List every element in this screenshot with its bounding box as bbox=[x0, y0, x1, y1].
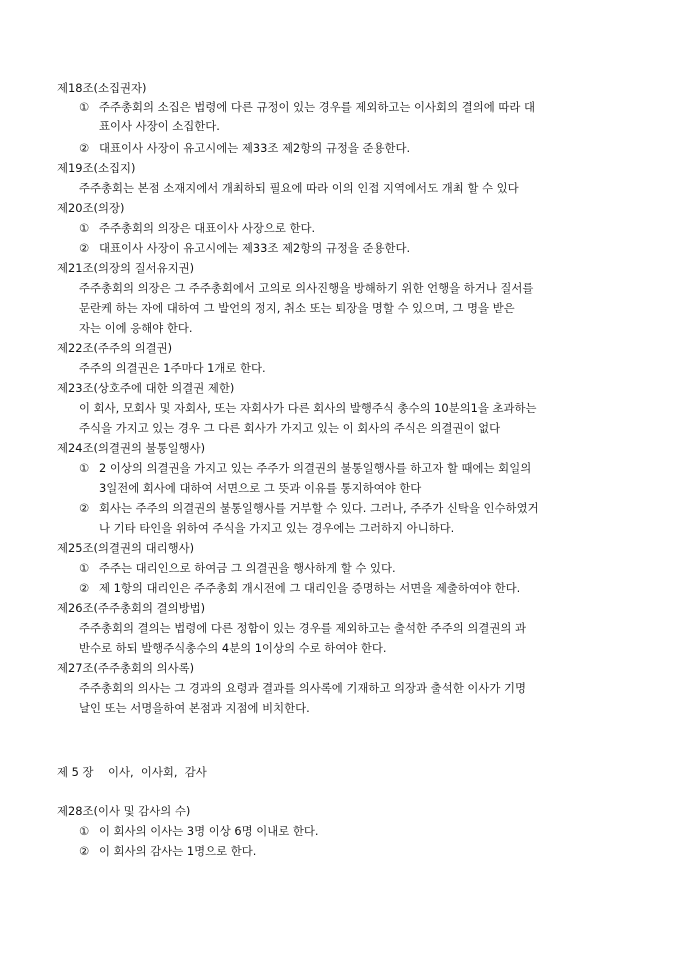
item-line: 주주총회의 소집은 법령에 다른 규정이 있는 경우를 제외하고는 이사회의 결의에 따라 대 bbox=[99, 100, 535, 114]
article-heading: 제27조(주주총회의 의사록) bbox=[57, 661, 195, 675]
item-line: 주주총회의 의장은 대표이사 사장으로 한다. bbox=[99, 221, 316, 235]
item-text bbox=[79, 100, 535, 114]
article-body-line: 주주총회의 의사는 그 경과의 요령과 결과를 의사록에 기재하고 의장과 출석한 이사가 기명 bbox=[79, 681, 526, 695]
article-body-line: 문란케 하는 자에 대하여 그 발언의 정지, 취소 또는 퇴장을 명할 수 있으며, 그 명을 받은 bbox=[79, 301, 515, 315]
item-number: ① bbox=[79, 824, 90, 838]
list-item bbox=[79, 824, 319, 838]
item-number: ① bbox=[79, 561, 90, 575]
article-body-line: 반수로 하되 발행주식총수의 4분의 1이상의 수로 하여야 한다. bbox=[79, 641, 387, 655]
item-line: 제 1항의 대리인은 주주총회 개시전에 그 대리인을 증명하는 서면을 제출하여야 한다. bbox=[99, 581, 521, 595]
item-line: 나 기타 타인을 위하여 주식을 가지고 있는 경우에는 그러하지 아니하다. bbox=[99, 521, 455, 535]
article-body-line: 주주총회는 본점 소재지에서 개최하되 필요에 따라 이의 인접 지역에서도 개최 할 수 있다 bbox=[79, 181, 519, 195]
item-line: 표이사 사장이 소집한다. bbox=[99, 119, 220, 133]
article-body-line: 주주총회의 의장은 그 주주총회에서 고의로 의사진행을 방해하기 위한 언행을 하거나 질서를 bbox=[79, 281, 534, 295]
list-item bbox=[79, 100, 622, 114]
article-heading: 제21조(의장의 질서유지권) bbox=[57, 261, 195, 275]
item-number: ② bbox=[79, 581, 90, 595]
article-body-line: 날인 또는 서명을하여 본점과 지점에 비치한다. bbox=[79, 701, 310, 715]
article-body-line: 자는 이에 응해야 한다. bbox=[79, 321, 193, 335]
article-body-line: 주주의 의결권은 1주마다 1개로 한다. bbox=[79, 361, 266, 375]
item-number: ② bbox=[79, 844, 90, 858]
list-item bbox=[79, 141, 410, 155]
item-number: ② bbox=[79, 501, 90, 515]
item-number: ① bbox=[79, 461, 90, 475]
list-item bbox=[79, 844, 256, 858]
item-line: 주주는 대리인으로 하여금 그 의결권을 행사하게 할 수 있다. bbox=[99, 561, 396, 575]
article-heading: 제28조(이사 및 감사의 수) bbox=[57, 804, 191, 818]
list-item bbox=[79, 581, 520, 595]
item-line: 3일전에 회사에 대하여 서면으로 그 뜻과 이유를 통지하여야 한다 bbox=[99, 481, 422, 495]
item-number: ① bbox=[79, 221, 90, 235]
list-item bbox=[79, 241, 410, 255]
item-line: 대표이사 사장이 유고시에는 제33조 제2항의 규정을 준용한다. bbox=[99, 241, 411, 255]
chapter-title: 제 5 장 이사, 이사회, 감사 bbox=[57, 765, 207, 779]
item-line: 이 회사의 이사는 3명 이상 6명 이내로 한다. bbox=[99, 824, 319, 838]
article-heading: 제20조(의장) bbox=[57, 201, 125, 215]
item-line: 대표이사 사장이 유고시에는 제33조 제2항의 규정을 준용한다. bbox=[99, 141, 411, 155]
article-heading: 제19조(소집지) bbox=[57, 161, 136, 175]
item-line: 회사는 주주의 의결권의 불통일행사를 거부할 수 있다. 그러나, 주주가 신탁을 인수하였거 bbox=[99, 501, 539, 515]
list-item bbox=[79, 461, 531, 475]
article-body-line: 주식을 가지고 있는 경우 그 다른 회사가 가지고 있는 이 회사의 주식은 의결권이 없다 bbox=[79, 421, 501, 435]
article-body-line: 이 회사, 모회사 및 자회사, 또는 자회사가 다른 회사의 발행주식 총수의 10분의1을 초과하는 bbox=[79, 401, 537, 415]
list-item bbox=[79, 501, 539, 515]
article-heading: 제25조(의결권의 대리행사) bbox=[57, 541, 195, 555]
article-heading: 제22조(주주의 의결권) bbox=[57, 341, 173, 355]
item-line: 이 회사의 감사는 1명으로 한다. bbox=[99, 844, 257, 858]
list-item bbox=[79, 561, 396, 575]
article-body-line: 주주총회의 결의는 법령에 다른 정함이 있는 경우를 제외하고는 출석한 주주의 의결권의 과 bbox=[79, 621, 526, 635]
article-heading: 제18조(소집권자) bbox=[57, 81, 147, 95]
article-heading: 제23조(상호주에 대한 의결권 제한) bbox=[57, 381, 235, 395]
item-number: ② bbox=[79, 141, 90, 155]
item-line: 2 이상의 의결권을 가지고 있는 주주가 의결권의 불통일행사를 하고자 할 때에는 회일의 bbox=[99, 461, 532, 475]
article-heading: 제26조(주주총회의 결의방법) bbox=[57, 601, 206, 615]
article-heading: 제24조(의결권의 불통일행사) bbox=[57, 441, 206, 455]
item-number: ② bbox=[79, 241, 90, 255]
list-item bbox=[79, 221, 315, 235]
item-number: ① bbox=[79, 100, 90, 114]
